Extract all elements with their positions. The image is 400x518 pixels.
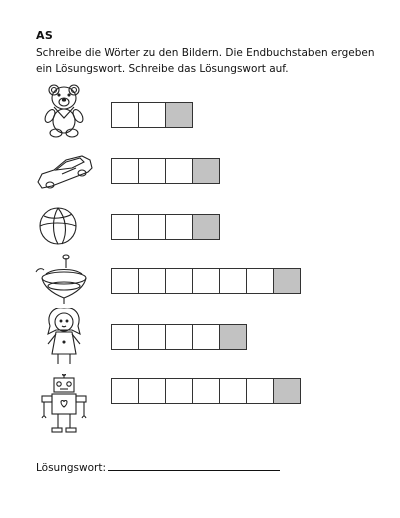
solution-input-line[interactable]	[108, 460, 280, 471]
letter-box[interactable]	[111, 158, 139, 184]
instruction-line-2: ein Lösungswort. Schreibe das Lösungswort auf.	[36, 63, 289, 75]
final-letter-box[interactable]	[219, 324, 247, 350]
letter-box[interactable]	[138, 324, 166, 350]
final-letter-box[interactable]	[273, 378, 301, 404]
letter-box[interactable]	[165, 214, 193, 240]
word-row-ball	[0, 196, 400, 256]
letter-box[interactable]	[138, 268, 166, 294]
robot-icon	[32, 374, 96, 434]
page-title: AS	[36, 29, 54, 42]
solution-word-line	[36, 460, 280, 474]
letter-boxes	[111, 102, 193, 128]
word-row-robot	[0, 374, 400, 434]
final-letter-box[interactable]	[192, 158, 220, 184]
ball-icon	[32, 196, 96, 256]
letter-boxes	[111, 214, 220, 240]
letter-box[interactable]	[111, 214, 139, 240]
letter-box[interactable]	[111, 324, 139, 350]
word-row-teddy	[0, 80, 400, 140]
letter-box[interactable]	[219, 378, 247, 404]
letter-boxes	[111, 268, 301, 294]
letter-box[interactable]	[111, 102, 139, 128]
solution-label: Lösungswort:	[36, 462, 106, 474]
letter-boxes	[111, 324, 247, 350]
doll-icon	[32, 308, 96, 368]
car-icon	[32, 140, 96, 200]
letter-box[interactable]	[111, 268, 139, 294]
word-row-car	[0, 140, 400, 200]
final-letter-box[interactable]	[273, 268, 301, 294]
letter-box[interactable]	[138, 102, 166, 128]
letter-box[interactable]	[165, 268, 193, 294]
teddy-bear-icon	[32, 80, 96, 140]
letter-box[interactable]	[192, 378, 220, 404]
letter-box[interactable]	[138, 158, 166, 184]
final-letter-box[interactable]	[192, 214, 220, 240]
letter-box[interactable]	[165, 158, 193, 184]
instruction-line-1: Schreibe die Wörter zu den Bildern. Die Endbuchstaben ergeben	[36, 47, 375, 59]
word-row-spinning-top	[0, 252, 400, 312]
letter-box[interactable]	[165, 324, 193, 350]
final-letter-box[interactable]	[165, 102, 193, 128]
word-row-doll	[0, 308, 400, 368]
letter-box[interactable]	[246, 378, 274, 404]
letter-boxes	[111, 378, 301, 404]
letter-boxes	[111, 158, 220, 184]
spinning-top-icon	[32, 252, 96, 312]
letter-box[interactable]	[138, 214, 166, 240]
letter-box[interactable]	[246, 268, 274, 294]
letter-box[interactable]	[111, 378, 139, 404]
letter-box[interactable]	[219, 268, 247, 294]
letter-box[interactable]	[165, 378, 193, 404]
letter-box[interactable]	[138, 378, 166, 404]
letter-box[interactable]	[192, 324, 220, 350]
letter-box[interactable]	[192, 268, 220, 294]
